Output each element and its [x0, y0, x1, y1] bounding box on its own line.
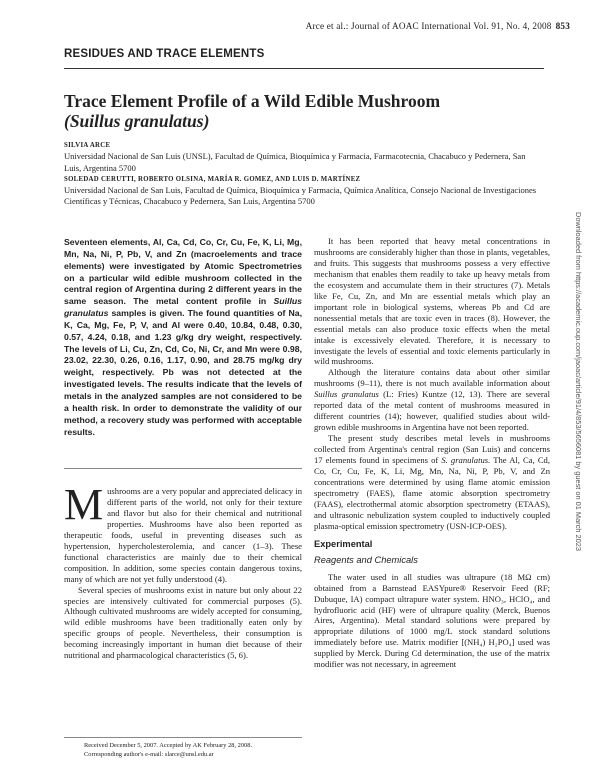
- heading-reagents: Reagents and Chemicals: [314, 554, 418, 565]
- author-name-2: SOLEDAD CERUTTI, ROBERTO OLSINA, MARÍA R. GOMEZ, AND LUIS D. MARTÍNEZ: [64, 175, 361, 183]
- body-paragraph-3-species: S. granulatus.: [441, 455, 491, 466]
- title-line-2: (Suillus granulatus): [64, 111, 210, 131]
- abstract-species: Suillus granulatus: [64, 296, 302, 319]
- body-paragraph-3-b: The Al, Ca, Cd, Co, Cr, Cu, Fe, K, Li, Mg, Mn, Na, Ni, P, Pb, V, and Zn concentrations were determined by using flame atomic emission spectrometry (FAES), flame atomic absorption spectrometry (FAAS), electrothermal atomic absorption spectrometry (ETAAS), and ultrasonic nebulization system coupled to inductively coupled plasma-optical emission spectrometry (USN-ICP-OES).: [314, 455, 550, 531]
- running-head-text: Arce et al.: Journal of AOAC International Vol. 91, No. 4, 2008: [305, 21, 552, 31]
- right-column-body: [314, 236, 550, 670]
- abstract: [64, 237, 302, 438]
- author-block: [64, 140, 544, 208]
- heading-experimental: Experimental: [314, 538, 373, 549]
- intro-paragraph-2: Several species of mushrooms exist in nature but only about 22 species are intensively cultivated for commercial purposes (5). Although cultivated mushrooms are widely accepted for consuming, wild edible mushrooms have been traditionally eaten only by specific groups of people. Nevertheless, their consumption is becoming increasingly important in human diet because of their nutritional and pharmacological characteristics (5, 6).: [64, 584, 302, 661]
- body-paragraph-2: [314, 367, 550, 433]
- body-paragraph-3-a: The present study describes metal levels in mushrooms collected from Argentina's central region (San Luis) and concerns 17 elements found in specimens of: [314, 433, 550, 466]
- body-paragraph-1: It has been reported that heavy metal concentrations in mushrooms are considerably higher than those in plants, vegetables, and fruits. This suggests that mushrooms possess a very effective mechanism that enables them readily to take up heavy metals from the ecosystem and accumulate them in their structures (7). Metals like Fe, Cu, Zn, and Mn are essential metals which play an important role in biological systems, whereas Pb and Cd are nonessential metals that are toxic even in traces (8). However, the essential metals can also produce toxic effects when the metal intake is excessively elevated. Therefore, it is necessary to investigate the levels of essential and toxic elements particularly in wild mushrooms.: [314, 236, 550, 367]
- footnote: [84, 742, 304, 759]
- download-watermark: [571, 212, 585, 582]
- author-affiliation-1: Universidad Nacional de San Luis (UNSL), Facultad de Química, Bioquímica y Farmacia, Farmacotecnia, Chacabuco y Pedernera, San Luis, Argentina 5700: [64, 151, 526, 173]
- running-head: [306, 21, 570, 31]
- intro-paragraph-1-text: ushrooms are a very popular and appreciated delicacy in different parts of the world, not only for their texture and flavor but also for their chemical and nutritional properties. Mushrooms have also been reported as therapeutic foods, useful in preventing diseases such as hypertension, hypercholesterolemia, and cancer (1–3). These functional characteristics are mainly due to their chemical composition. In addition, some species contain dangerous toxins, many of which are not yet fully understood (4).: [64, 486, 302, 584]
- drop-cap: M: [64, 480, 104, 529]
- body-paragraph-2-a: Although the literature contains data about other similar mushrooms (9–11), there is not much available information about: [314, 367, 550, 389]
- footnote-email: Corresponding author's e-mail: slarce@unsl.edu.ar: [84, 750, 214, 758]
- body-paragraph-2-b: (L: Fries) Kuntze (12, 13). There are several reported data of the metal content of mushrooms measured in different countries (14); however, qualified studies about wild-grown edible mushrooms in Argentina have not been reported.: [314, 389, 550, 433]
- body-paragraph-2-species: Suillus granulatus: [314, 389, 379, 400]
- abstract-divider: [64, 468, 302, 469]
- author-name-1: SILVIA ARCE: [64, 142, 111, 149]
- abstract-part-2: samples is given. The found quantities of Na, K, Ca, Mg, Fe, P, V, and Al were 0.40, 10.84, 0.48, 0.30, 0.57, 4.24, 0.18, and 1.23 g/kg dry weight, respectively. The levels of Li, Cu, Zn, Cd, Co, Ni, Cr, and Mn were 0.98, 23.02, 22.30, 0.26, 0.16, 1.17, 0.90, and 28.75 mg/kg dry weight, respectively. Pb was not detected at the investigated levels. The results indicate that the levels of metals in the analyzed samples are not considered to be a health risk. In order to demonstrate the validity of our method, a recovery study was performed with acceptable results.: [64, 308, 302, 437]
- article-title: [64, 91, 544, 131]
- abstract-part-1: Seventeen elements, Al, Ca, Cd, Co, Cr, Cu, Fe, K, Li, Mg, Mn, Na, Ni, P, Pb, V, and Zn (macroelements and trace elements) were investigated by Atomic Spectrometries on a particular wild edible mushroom collected in the central region of Argentina during 2 different years in the same season. The metal content profile in: [64, 237, 302, 307]
- footnote-divider: [64, 737, 302, 738]
- page-number: 853: [555, 21, 570, 31]
- body-paragraph-4: The water used in all studies was ultrapure (18 MΩ cm) obtained from a Barnstead EASYpure® Reservoir Feed (RF; Dubuque, IA) compact ultrapure water system. HNO₃, HClO₄, and hydrofluoric acid (HF) were of ultrapure quality (Merck, Buenos Aires, Argentina). Metal standard solutions were prepared by appropriate dilutions of 1000 mg/L stock standard solutions immediately before use. Matrix modifier [(NH₄) H₂PO₄] used was supplied by Merck. During Cd determination, the use of the matrix modifier was not necessary, in agreement: [314, 571, 550, 670]
- title-line-1: Trace Element Profile of a Wild Edible Mushroom: [64, 91, 441, 111]
- footnote-received: Received December 5, 2007. Accepted by AK February 28, 2008.: [84, 742, 253, 749]
- author-affiliation-2: Universidad Nacional de San Luis, Facultad de Química, Bioquímica y Farmacia, Química Analítica, Consejo Nacional de Investigaciones Científicas y Técnicas, Chacabuco y Pedernera, San Luis, Argentina 5700: [64, 185, 537, 207]
- intro-paragraph-1: [64, 480, 302, 585]
- section-label: RESIDUES AND TRACE ELEMENTS: [64, 48, 265, 60]
- body-paragraph-3: [314, 433, 550, 532]
- left-column-body: [64, 480, 302, 661]
- section-divider: [64, 68, 544, 69]
- watermark-text: Downloaded from https://academic.oup.com/jaoac/article/91/4/853/5656081 by guest on 01 March 2023: [574, 212, 583, 551]
